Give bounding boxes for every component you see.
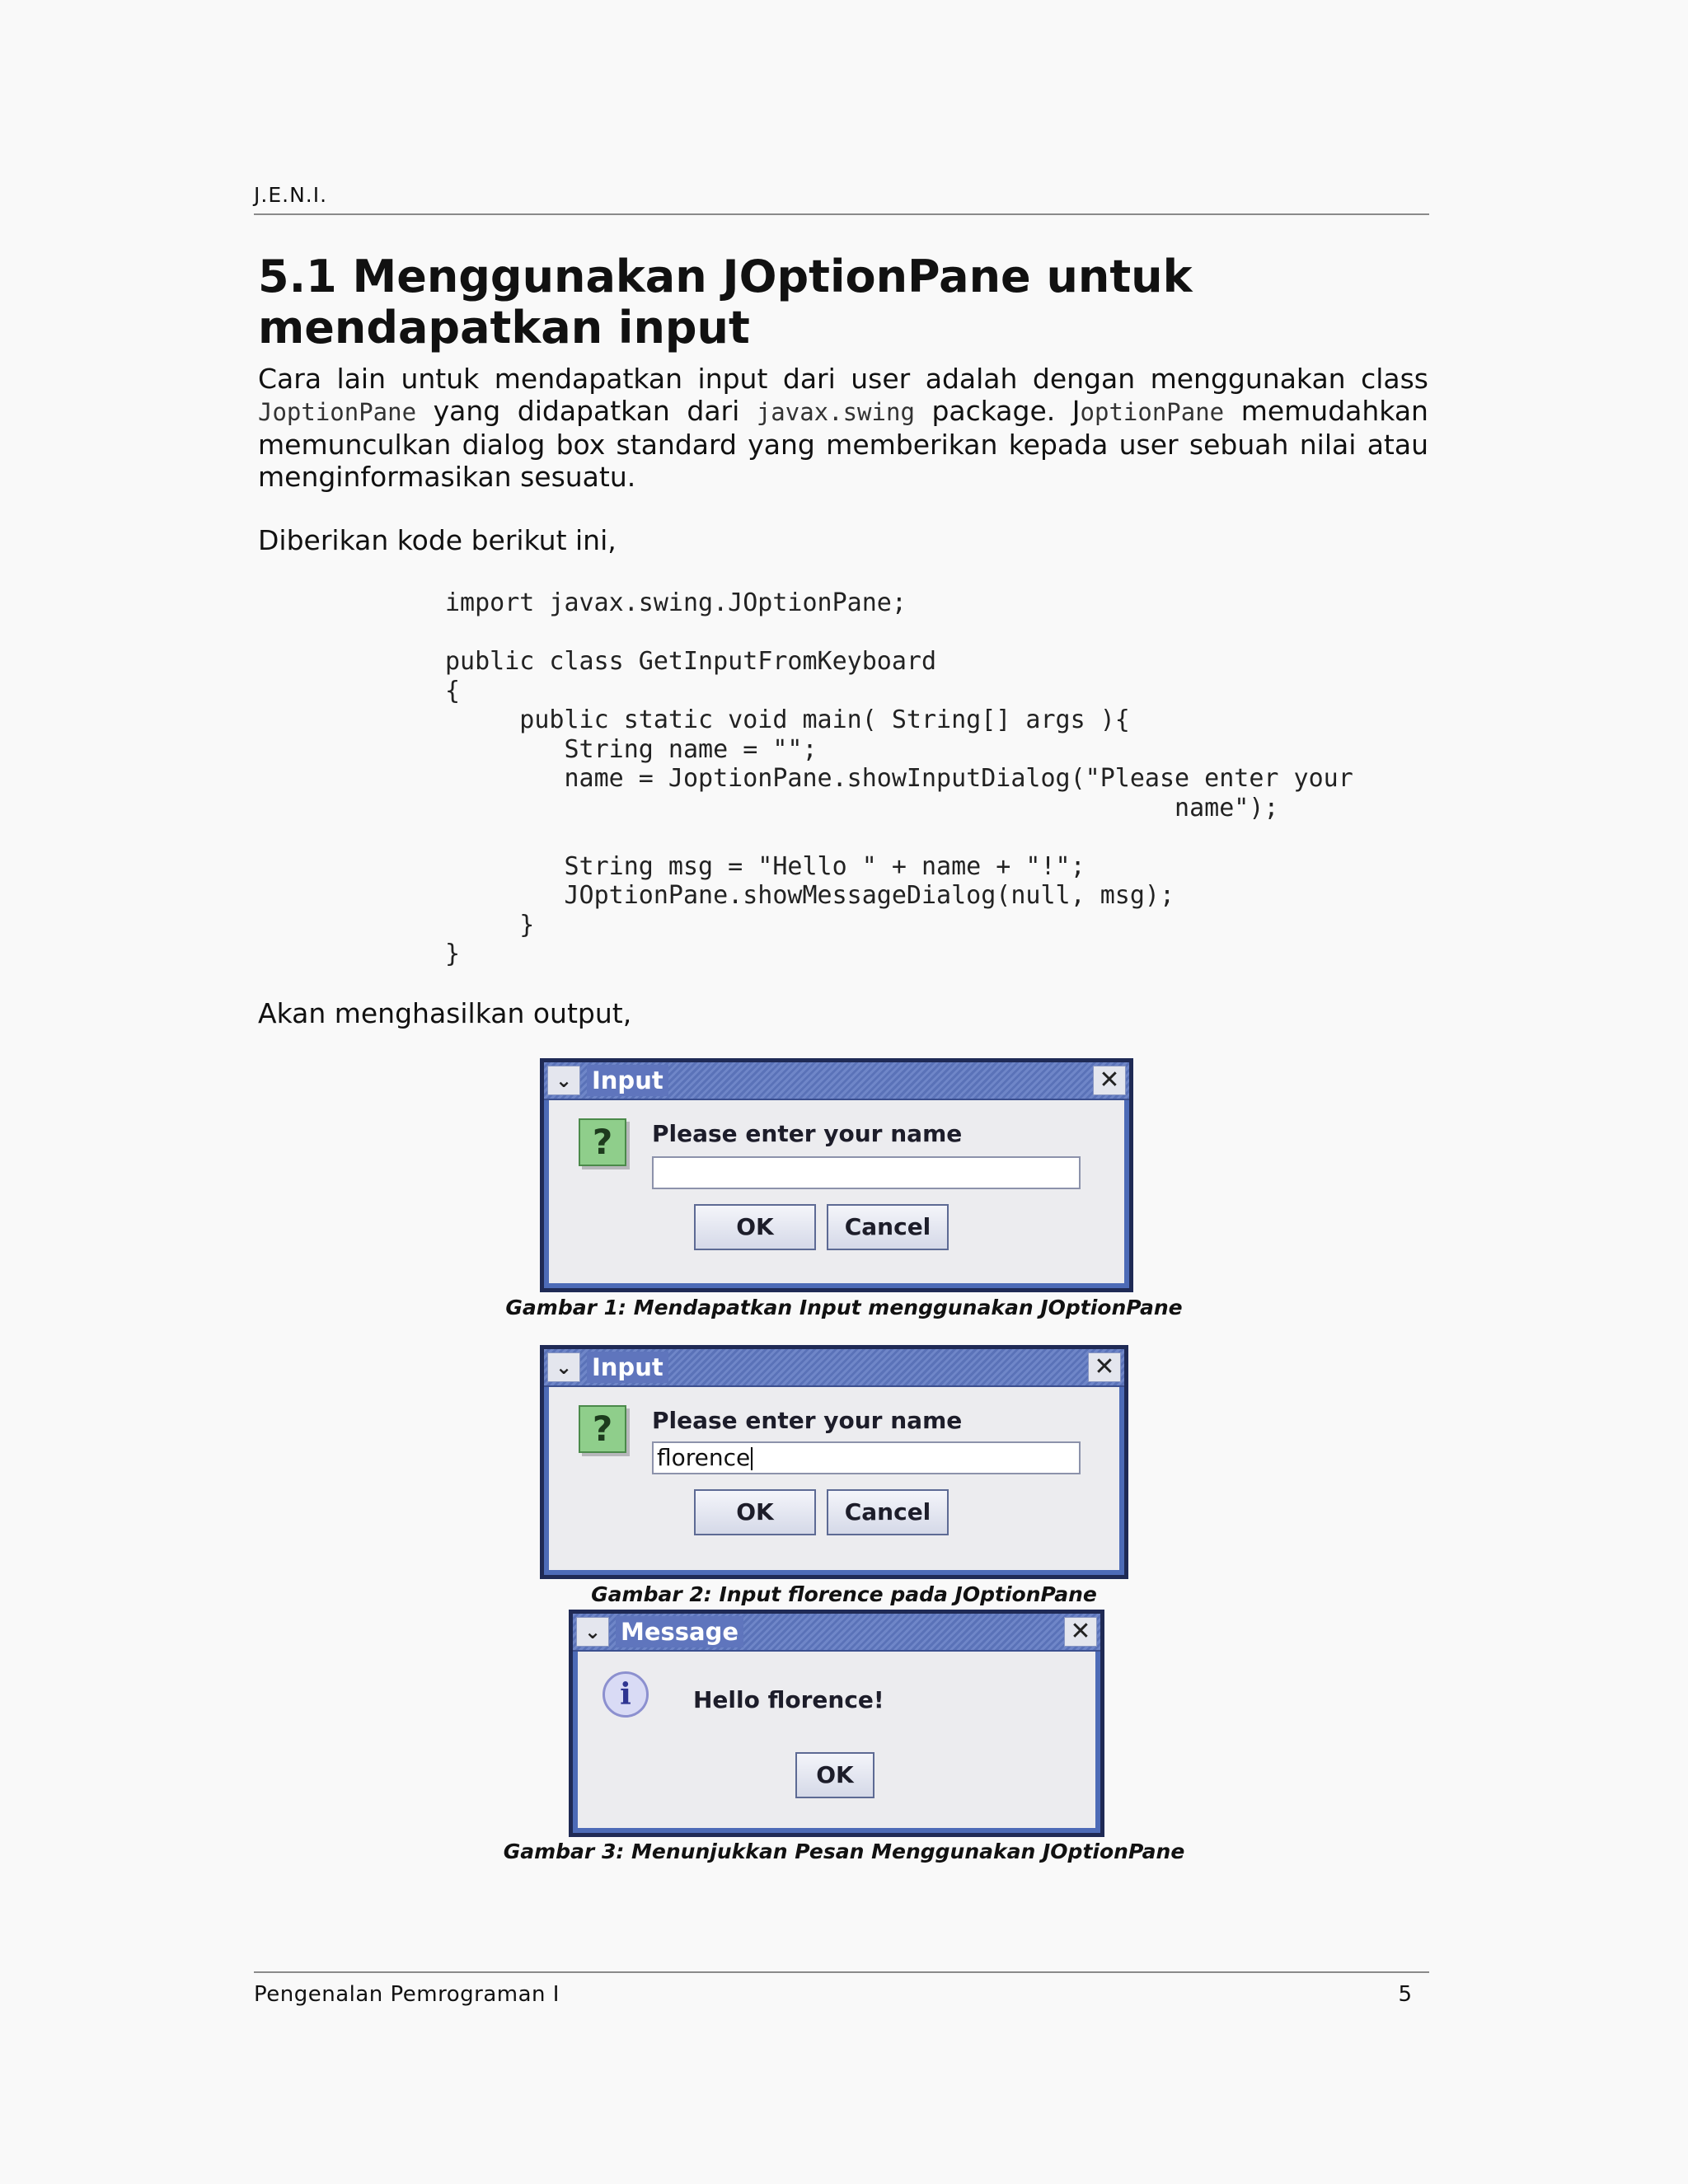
question-icon: ? [579, 1118, 626, 1166]
running-header: J.E.N.I. [254, 183, 328, 207]
code-line: String name = ""; [445, 734, 818, 764]
input-dialog-empty [540, 1058, 1133, 1292]
code-line: } [445, 940, 461, 968]
given-code-text: Diberikan kode berikut ini, [258, 524, 617, 556]
dialog-body [573, 1652, 1100, 1833]
dialog-title: Message [616, 1616, 743, 1647]
chevron-down-icon[interactable]: ⌄ [547, 1352, 580, 1382]
name-input-value: florence [657, 1444, 751, 1471]
dialog-frame [573, 1614, 1100, 1833]
section-title: 5.1 Menggunakan JOptionPane untuk mendapatkan input [258, 251, 1193, 354]
text-caret [751, 1447, 753, 1470]
figure-caption: Gambar 3: Menunjukkan Pesan Menggunakan JOptionPane [503, 1840, 1185, 1863]
close-icon[interactable]: ✕ [1093, 1066, 1126, 1095]
name-input[interactable] [652, 1441, 1081, 1474]
dialog-frame [544, 1062, 1129, 1288]
dialog-frame [544, 1349, 1124, 1575]
ok-button[interactable]: OK [694, 1204, 816, 1250]
dialog-prompt: Please enter your name [652, 1407, 963, 1434]
code-joptionpane: JoptionPane [258, 398, 417, 426]
code-line: String msg = "Hello " + name + "!"; [445, 851, 1085, 881]
close-icon[interactable]: ✕ [1088, 1352, 1121, 1382]
name-input[interactable] [652, 1156, 1081, 1189]
dialog-titlebar [544, 1062, 1129, 1100]
dialog-body [544, 1100, 1129, 1288]
dialog-body [544, 1387, 1124, 1575]
dialog-titlebar [573, 1614, 1100, 1652]
intro-text-3: package. J [914, 395, 1081, 427]
output-text: Akan menghasilkan output, [258, 997, 632, 1029]
code-line: JOptionPane.showMessageDialog(null, msg); [445, 881, 1175, 910]
code-line: public static void main( String[] args ){ [445, 705, 1130, 734]
chevron-down-icon[interactable]: ⌄ [547, 1066, 580, 1095]
code-line: name"); [445, 793, 1279, 823]
dialog-prompt: Please enter your name [652, 1120, 963, 1147]
dialog-message: Hello florence! [693, 1686, 884, 1713]
intro-text-4: memudahkan memunculkan dialog box standard yang memberikan kepada user sebuah nilai atau menginformasikan sesuatu. [258, 395, 1428, 493]
intro-paragraph [258, 363, 1428, 493]
ok-button[interactable]: OK [795, 1752, 874, 1798]
figure-caption: Gambar 2: Input florence pada JOptionPane [591, 1582, 1097, 1606]
footer-book-title: Pengenalan Pemrograman I [254, 1982, 560, 2007]
code-optionpane: optionPane [1080, 398, 1225, 426]
code-line: { [445, 676, 461, 705]
ok-button[interactable]: OK [694, 1489, 816, 1535]
info-icon: i [603, 1671, 649, 1718]
close-icon[interactable]: ✕ [1064, 1617, 1097, 1647]
question-icon: ? [579, 1405, 626, 1453]
code-line: public class GetInputFromKeyboard [445, 647, 937, 676]
figure-caption: Gambar 1: Mendapatkan Input menggunakan JOptionPane [505, 1296, 1183, 1319]
intro-text-1: Cara lain untuk mendapatkan input dari user adalah dengan menggunakan class [258, 363, 1428, 395]
header-rule [254, 213, 1429, 215]
code-javax-swing: javax.swing [756, 398, 915, 426]
footer-rule [254, 1971, 1429, 1973]
code-block [445, 588, 1353, 969]
intro-text-2: yang didapatkan dari [416, 395, 757, 427]
code-line: import javax.swing.JOptionPane; [445, 588, 907, 617]
page-number: 5 [1398, 1982, 1412, 2007]
chevron-down-icon[interactable]: ⌄ [576, 1617, 609, 1647]
code-line: } [445, 910, 535, 940]
input-dialog-filled [540, 1345, 1128, 1579]
cancel-button[interactable]: Cancel [827, 1489, 949, 1535]
dialog-title: Input [587, 1065, 668, 1096]
dialog-titlebar [544, 1349, 1124, 1387]
dialog-title: Input [587, 1352, 668, 1383]
cancel-button[interactable]: Cancel [827, 1204, 949, 1250]
message-dialog [569, 1610, 1104, 1837]
code-line: name = JoptionPane.showInputDialog("Please enter your [445, 764, 1353, 793]
